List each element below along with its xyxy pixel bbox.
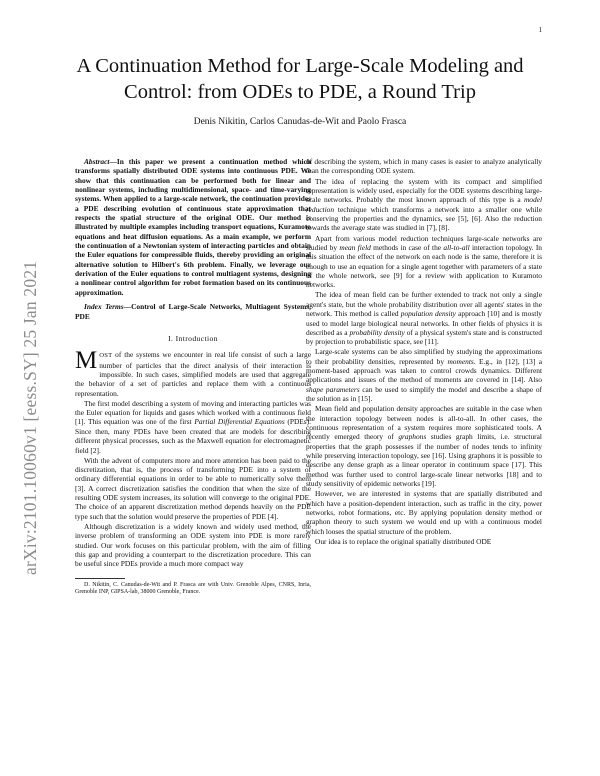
emphasis: moments	[447, 356, 474, 366]
text-run: Apart from various model reduction techniques large-scale networks are studied by	[306, 233, 542, 252]
intro-paragraph-4: Although discretization is a widely known and widely used method, the inverse problem of transforming an ODE system into PDE is more rarely studied. Our work focuses on this particular problem, with the aim of filling this gap and providing a counterpart to the discretization procedure. This can be useful since PDEs provide a much more compact way	[75, 522, 311, 569]
index-terms	[75, 302, 311, 321]
index-terms-label: Index Terms	[84, 302, 124, 312]
intro-paragraph-1	[75, 347, 311, 398]
abstract-label: Abstract	[84, 157, 110, 166]
author-list: Denis Nikitin, Carlos Canudas-de-Wit and Paolo Frasca	[193, 117, 407, 127]
right-paragraph-2	[306, 177, 542, 233]
section-heading-introduction: I. Introduction	[168, 333, 218, 343]
text-run: studies graph limits, i.e. structural properties that the graph possesses if the number of nodes tends to infinity while preserving interaction topology, see [16]. Using graphons it is possible to describe any dense graph as a linear operator in continuum space [17]. This method was further used to control large-scale linear networks [18] and to study sensitivity of epidemic networks [19].	[306, 432, 542, 489]
affiliation-footnote: D. Nikitin, C. Canudas-de-Wit and P. Frasca are with Univ. Grenoble Alpes, CNRS, Inria, Grenoble INP, GIPSA-lab, 38000 Grenoble, France.	[75, 581, 311, 596]
text-run: methods in case of the	[370, 242, 444, 252]
text-run: The first model describing a system of moving and interacting particles was the Euler equation for liquids and gases which worked with a continuous field [1]. This equation was one of the first	[75, 398, 311, 427]
text-run: interaction topology. In this situation the effect of the network on each node is the same, therefore it is enough to use an equation for a single agent together with parameters of a state of the whole network, see [9] for a review with application to Kuramoto networks.	[306, 242, 542, 290]
index-terms-text: —Control of Large-Scale Networks, Multiagent Systems, PDE	[75, 302, 311, 321]
page-number: 1	[538, 26, 542, 34]
right-paragraph-8: Our idea is to replace the original spatially distributed ODE	[315, 536, 492, 546]
emphasis: all-to-all	[443, 242, 470, 252]
text-run: of a physical system's state and is constructed by projection to probabilistic space, see [11].	[306, 327, 542, 347]
arxiv-identifier-watermark: arXiv:2101.10060v1 [eess.SY] 25 Jan 2021	[20, 260, 40, 575]
paper-title: A Continuation Method for Large-Scale Modeling and Control: from ODEs to PDE, a Round Trip	[76, 55, 524, 103]
footnote-divider	[75, 578, 125, 579]
right-paragraph-5	[306, 347, 542, 403]
text-run: The idea of replacing the system with its compact and simplified representation is widely used, especially for the ODE systems describing large-scale networks. Probably the most known approach of this type is a	[306, 176, 542, 205]
abstract	[75, 157, 311, 297]
right-column	[306, 157, 542, 546]
lead-small-caps: OST	[99, 352, 113, 360]
intro-paragraph-3: With the advent of computers more and more attention has been paid to the discretization, that is, the process of transforming PDE into a system of ordinary differential equations in order to be able to numerically solve them [3]. A correct discretization satisfies the condition that when the size of the resulting ODE system increases, its solution will converge to the original PDE. The choice of an apparent discretization method depends heavily on the PDE type such that the solution would preserve the properties of PDE [4].	[75, 455, 311, 521]
emphasis: model reduction	[306, 195, 542, 214]
right-paragraph-3	[306, 234, 542, 290]
text-run: The idea of mean field can be further extended to track not only a single agent's state, but the whole probability distribution over all agents' states in the network. This method is called	[306, 290, 542, 319]
emphasis: graphons	[398, 432, 427, 442]
text-run: approach [10] and is mostly used to model large biological neural networks. In other fields of physics it is described as a	[306, 309, 542, 337]
text-run: . E.g., in [12], [13] a moment-based approach was taken to control crowds dynamics. Different applications and issues of the method of moments are covered in [14]. Also	[306, 356, 542, 385]
intro-paragraph-1-text: of the systems we encounter in real life consist of such a large number of particles that the direct analysis of their interaction is impossible. In such cases, simplified models are used that aggregate the behavior of a set of particles and replace them with a continuous representation.	[75, 350, 311, 398]
text-run: can be used to simplify the model and describe a shape of the solution as in [15].	[306, 384, 542, 404]
right-paragraph-4	[306, 290, 542, 346]
text-run: (PDEs). Since then, many PDEs have been created that are models for describing different physical processes, such as the Maxwell equation for electromagnetic field [2].	[75, 417, 311, 455]
right-paragraph-7: However, we are interested in systems that are spatially distributed and which have a position-dependent interaction, such as traffic in the city, power networks, robot formations, etc. By applying population density method or graphon theory to such system we would end up with a continuous model which looses the spatial structure of the problem.	[306, 489, 542, 536]
text-run: Large-scale systems can be also simplified by studying the approximations to their probability densities, represented by	[306, 347, 542, 366]
emphasis: mean field	[339, 242, 371, 252]
abstract-text: —In this paper we present a continuation method which transforms spatially distributed ODE systems into continuous PDE. We show that this continuation can be performed both for linear and nonlinear systems, including multidimensional, space- and time-varying systems. When applied to a large-scale network, the continuation provides a PDE describing evolution of continuous state approximation that respects the spatial structure of the original ODE. Our method is illustrated by multiple examples including transport equations, Kuramoto equations and heat diffusion equations. As a main example, we perform the continuation of a Newtonian system of interacting particles and obtain the Euler equations for compressible fluids, thereby providing an original alternative solution to Hilbert's 6th problem. Finally, we leverage our derivation of the Euler equations to control multiagent systems, designing a nonlinear control algorithm for robot formation based on its continuous approximation.	[75, 157, 311, 297]
left-column	[75, 157, 311, 597]
drop-cap: M	[75, 347, 98, 375]
emphasis: probability density	[349, 327, 405, 337]
intro-paragraph-2	[75, 399, 311, 455]
right-paragraph-1: of describing the system, which in many cases is easier to analyze analytically than the corresponding ODE system.	[306, 157, 542, 176]
emphasis: shape parameters	[306, 384, 360, 394]
text-run: Mean field and population density approaches are suitable in the case when the interaction topology between nodes is all-to-all. In other cases, the continuous representation of a system requires more sophisticated tools. A recently emerged theory of	[306, 404, 542, 442]
emphasis: Partial Differential Equations	[194, 417, 285, 427]
right-paragraph-6	[306, 404, 542, 488]
text-run: technique which transforms a network into a smaller one while conserving the properties and the dynamics, see [5], [6]. Also the reduction towards the average state was studied in [7], [8].	[306, 204, 542, 233]
emphasis: population density	[400, 309, 456, 319]
